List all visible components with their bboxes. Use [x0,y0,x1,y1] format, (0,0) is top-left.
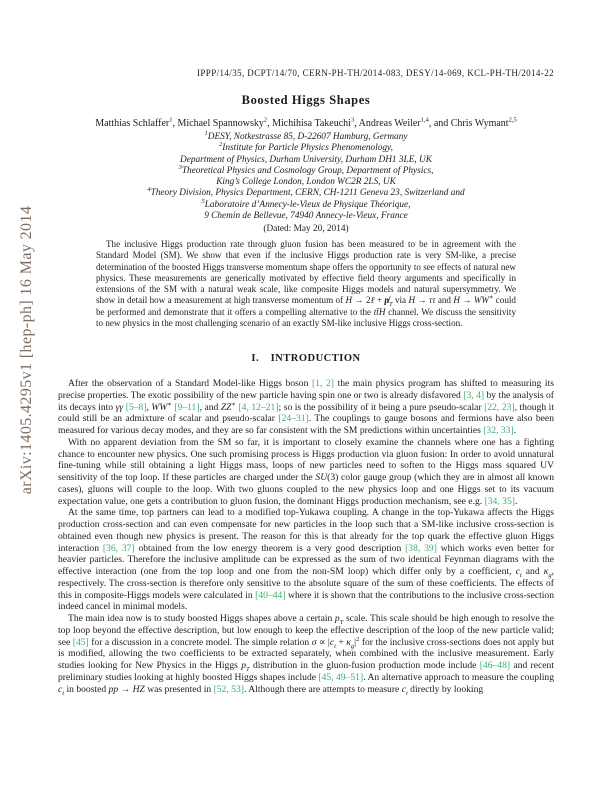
abstract: The inclusive Higgs production rate through gluon fusion has been measured to be in agreement with the Standard Model (SM). We show that even if the inclusive Higgs production rate is very SM-like, a precise determination of the boosted Higgs transverse momentum shape offers the opportunity to see effects of natural new physics. These measurements are generically motivated by effective field theory arguments and specifically in extensions of the SM with a natural weak scale, like composite Higgs models and natural supersymmetry. We show in detail how a measurement at high transverse momentum of H → 2ℓ + $p̸_T$ via H → ττ and H → WW∗ could be performed and demonstrate that it offers a compelling alternative to the tt̄H channel. We discuss the sensitivity to new physics in the most challenging scenario of an exactly SM-like inclusive Higgs cross-section. [96,239,516,329]
paragraph: At the same time, top partners can lead to a modified top-Yukawa coupling. A change in the top-Yukawa affects the Higgs production cross-section and can even compensate for new particles in the loop such that a SM-like inclusive cross-section is obtained even though new physics is present. The reason for this is that already for the top quark the effective gluon Higgs interaction [36, 37] obtained from the low energy theorem is a very good description [38, 39] which works even better for heavier particles. Therefore the inclusive amplitude can be expressed as the sum of two identical Feynman diagrams with the effective interaction (one from the top loop and one from the non-SM loop) which differ only by a coefficient, $c_t$ and $\kappa_g$, respectively. The cross-section is therefore only sensitive to the absolute square of the sum of these coefficients. The effects of this in composite-Higgs models were calculated in [40–44] where it is shown that the contributions to the inclusive cross-section indeed cancel in minimal models. [58,507,555,613]
report-numbers: IPPP/14/35, DCPT/14/70, CERN-PH-TH/2014-083, DESY/14-069, KCL-PH-TH/2014-22 [196,68,554,78]
affiliation-line: $^5$Laboratoire d’Annecy-le-Vieux de Physique Théorique, [201,197,411,210]
affiliation-line: $^3$Theoretical Physics and Cosmology Group, Department of Physics, [178,163,434,176]
citation-link[interactable]: [46–48] [479,660,511,671]
affiliation-block [0,129,612,222]
citation-link[interactable]: [5–8] [125,401,147,413]
citation-link[interactable]: [36, 37] [102,542,135,554]
citation-link[interactable]: [24–31] [278,413,309,425]
citation-link[interactable]: [45, 49–51] [318,671,364,683]
citation-link[interactable]: [32, 33] [483,425,514,436]
affiliation-line: $^2$Institute for Particle Physics Phenomenology, [219,141,393,154]
affiliation-line: King’s College London, London WC2R 2LS, UK [216,177,396,188]
citation-link[interactable]: [34, 35] [484,495,515,507]
affiliation-line: $^1$DESY, Notkestrasse 85, D-22607 Hamburg, Germany [204,129,408,142]
paper-title: Boosted Higgs Shapes [241,93,371,107]
paragraph: The main idea now is to study boosted Higgs shapes above a certain $p_T$ scale. This scale should be high enough to resolve the top loop beyond the effective description, but low enough to keep the effective description of the loop of the new particle valid; see [45] for a discussion in a concrete model. The simple relation $\sigma \propto |c_t + \kappa_g|^2$ for the inclusive cross-sections does not apply but is modified, allowing the two coefficients to be extracted separately, when combined with the inclusive measurement. Early studies looking for New Physics in the Higgs $p_T$ distribution in the gluon-fusion production mode include [46–48] and recent preliminary studies looking at highly boosted Higgs shapes include [45, 49–51]. An alternative approach to measure the coupling $c_t$ in boosted pp → HZ was presented in [52, 53]. Although there are attempts to measure $c_t$ directly by looking [58,613,554,697]
dated-line: (Dated: May 20, 2014) [263,224,349,234]
citation-link[interactable]: [45] [72,636,89,648]
affiliation-line: $^4$Theory Division, Physics Department, CERN, CH-1211 Geneva 23, Switzerland and [147,186,465,199]
introduction-body [58,378,554,695]
citation-link[interactable]: [4, 12–21] [238,401,279,413]
section-heading-introduction: I. INTRODUCTION [251,353,361,364]
affiliation-line: Department of Physics, Durham University, Durham DH1 3LE, UK [180,154,432,165]
citation-link[interactable]: [9–11] [174,401,200,413]
citation-link[interactable]: [1, 2] [311,378,334,389]
paragraph: After the observation of a Standard Model-like Higgs boson [1, 2] the main physics program has shifted to measuring its precise properties. The exotic possibility of the new particle having spin one or two is already disfavored [3, 4] by the analysis of its decays into γγ [5–8], WW∗ [9–11], and ZZ∗ [4, 12–21]; so is the possibility of it being a pure pseudo-scalar [22, 23], though it could still be an admixture of scalar and pseudo-scalar [24–31]. The couplings to gauge bosons and fermions have also been measured for various decay modes, and they are so far consistent with the SM predictions within uncertainties [32, 33]. [58,378,554,436]
citation-link[interactable]: [40–44] [255,589,286,601]
affiliation-line: 9 Chemin de Bellevue, 74940 Annecy-le-Vieux, France [204,211,408,222]
citation-link[interactable]: [22, 23] [484,401,515,413]
citation-link[interactable]: [3, 4] [463,389,485,401]
arxiv-stamp: arXiv:1405.4295v1 [hep-ph] 16 May 2014 [18,205,35,495]
citation-link[interactable]: [38, 39] [405,542,437,554]
paragraph: With no apparent deviation from the SM so far, it is important to closely examine the channels where one has a fighting chance to encounter new physics. One such promising process is Higgs production via gluon fusion: In order to avoid unnatural fine-tuning while still obtaining a light Higgs mass, loops of new particles need to soften to the Higgs mass squared UV sensitivity of the top loop. If these particles are charged under the SU(3) color gauge group (which they are in almost all known cases), gluons will couple to the loop. With two gluons coupled to the new physics loop and one Higgs set to its vacuum expectation value, one gets a contribution to gluon fusion, the dominant Higgs production mechanism, see e.g. [34, 35]. [58,436,554,507]
author-line: Matthias Schlaffer$^1$, Michael Spannowsky$^2$, Michihisa Takeuchi$^3$, Andreas Weiler$^{1,4}$, and Chris Wymant$^{2,5}$ [95,116,517,129]
citation-link[interactable]: [52, 53] [213,683,244,695]
